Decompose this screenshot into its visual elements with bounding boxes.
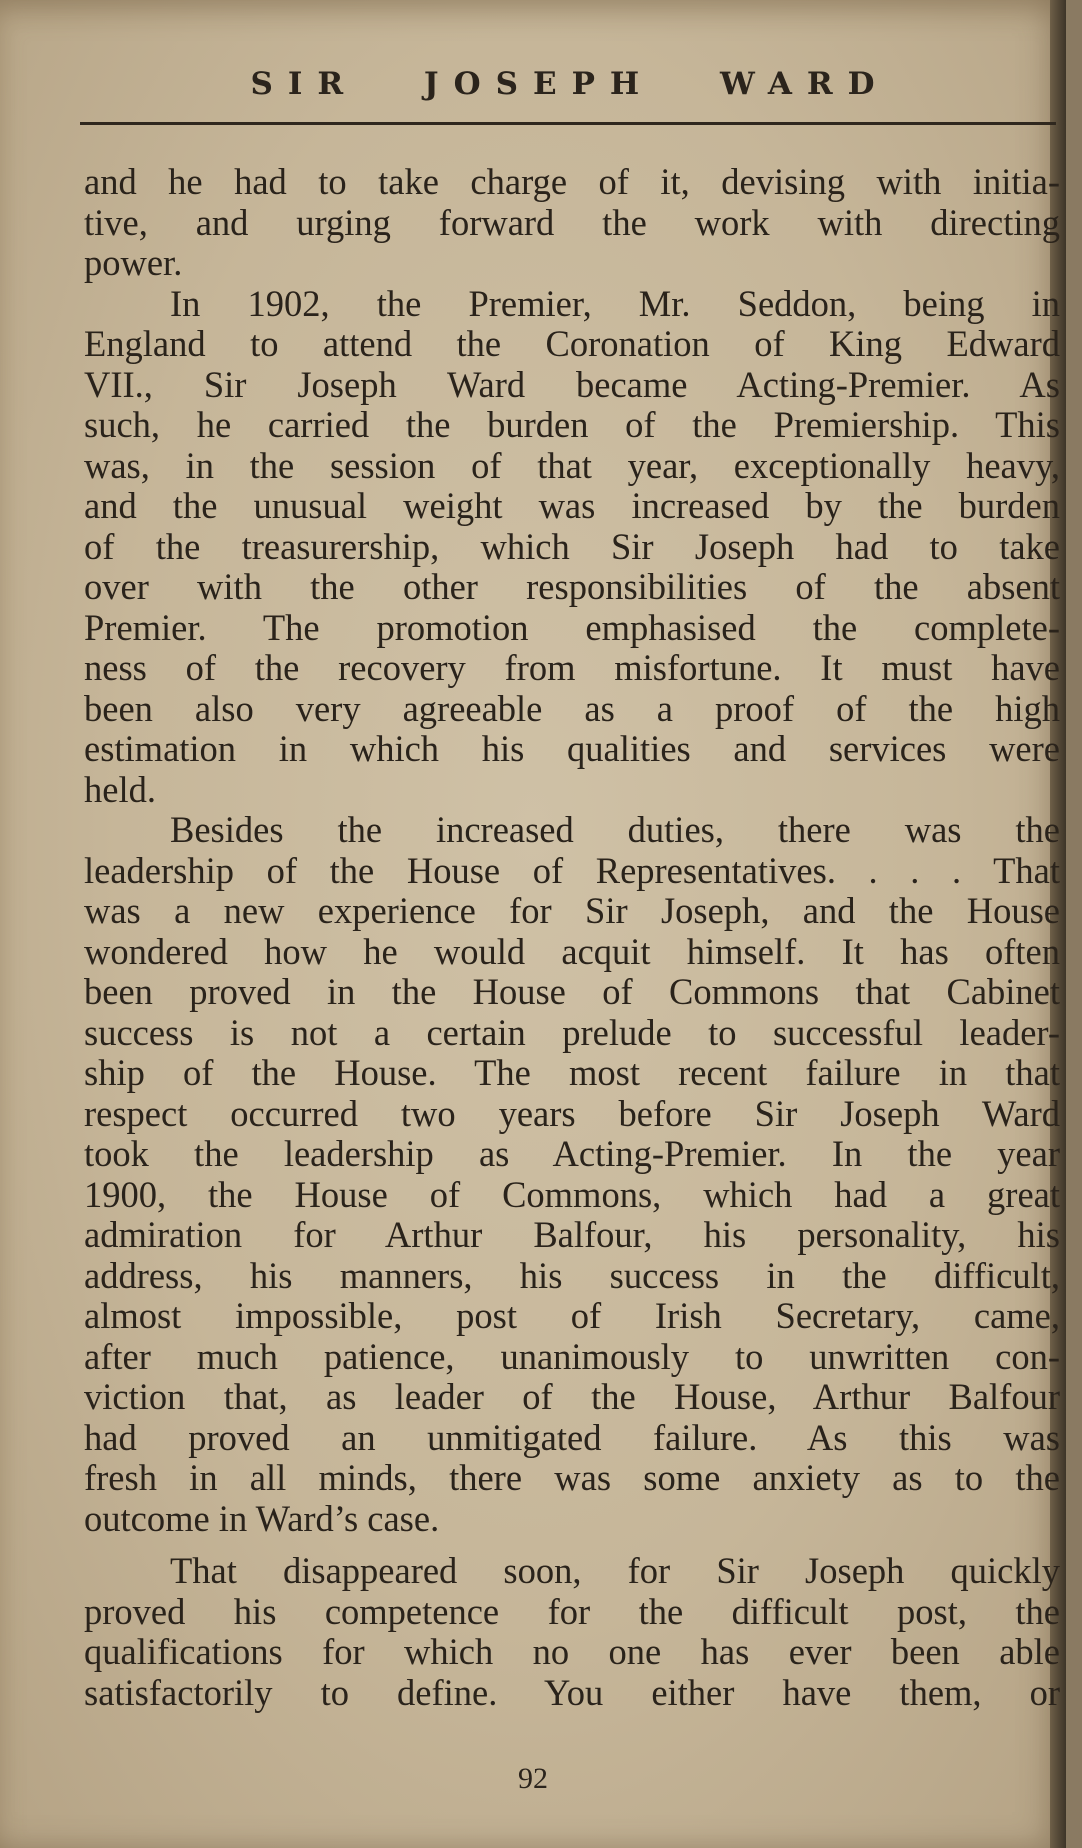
paragraph-2 xyxy=(84,284,1060,811)
page-number: 92 xyxy=(518,1762,548,1795)
text-line: England to attend the Coronation of King Edward xyxy=(84,323,1060,364)
text-line: 1900, the House of Commons, which had a great xyxy=(84,1173,1060,1215)
text-line: satisfactorily to define. You either have them, or xyxy=(84,1671,1060,1713)
text-line: success is not a certain prelude to successful leader- xyxy=(84,1011,1060,1053)
text-line: respect occurred two years before Sir Joseph Ward xyxy=(84,1092,1060,1134)
text-line: admiration for Arthur Balfour, his personality, his xyxy=(84,1214,1060,1255)
text-line: took the leadership as Acting-Premier. In the year xyxy=(84,1133,1060,1174)
text-line: wondered how he would acquit himself. It has often xyxy=(84,930,1060,972)
text-line: of the treasurership, which Sir Joseph had to take xyxy=(84,525,1060,567)
paragraph-1 xyxy=(84,162,1060,284)
text-line: almost impossible, post of Irish Secretary, came, xyxy=(84,1295,1060,1336)
text-line: after much patience, unanimously to unwritten con- xyxy=(84,1335,1060,1377)
text-line: In 1902, the Premier, Mr. Seddon, being in xyxy=(170,282,1060,324)
text-line: held. xyxy=(84,768,156,810)
text-line: proved his competence for the difficult post, the xyxy=(84,1590,1060,1632)
text-line: outcome in Ward’s case. xyxy=(84,1497,440,1539)
text-line: ship of the House. The most recent failure in that xyxy=(84,1052,1060,1093)
text-line: qualifications for which no one has ever been able xyxy=(84,1631,1060,1672)
text-line: tive, and urging forward the work with directing xyxy=(84,201,1060,243)
text-line: been proved in the House of Commons that Cabinet xyxy=(84,971,1060,1012)
text-line: was, in the session of that year, exceptionally heavy, xyxy=(84,444,1060,486)
text-line: had proved an unmitigated failure. As this was xyxy=(84,1416,1060,1458)
header-rule xyxy=(80,122,1056,125)
text-line: estimation in which his qualities and services were xyxy=(84,728,1060,769)
text-line: was a new experience for Sir Joseph, and the House xyxy=(84,890,1060,931)
text-line: over with the other responsibilities of the absent xyxy=(84,566,1060,607)
text-line: ness of the recovery from misfortune. It must have xyxy=(84,647,1060,688)
text-line: Premier. The promotion emphasised the complete- xyxy=(84,606,1060,648)
text-line: and he had to take charge of it, devising with initia- xyxy=(84,161,1060,202)
text-line: leadership of the House of Representatives. . . . That xyxy=(84,849,1060,891)
running-head: SIR JOSEPH WARD xyxy=(250,66,890,102)
text-line: such, he carried the burden of the Premiership. This xyxy=(84,404,1060,445)
text-line: been also very agreeable as a proof of the high xyxy=(84,687,1060,729)
text-line: and the unusual weight was increased by the burden xyxy=(84,485,1060,526)
text-line: That disappeared soon, for Sir Joseph quickly xyxy=(170,1550,1060,1591)
paragraph-3 xyxy=(84,810,1060,1539)
body-text xyxy=(84,162,1060,1713)
text-line: VII., Sir Joseph Ward became Acting-Premier. As xyxy=(84,363,1060,405)
text-line: Besides the increased duties, there was the xyxy=(170,809,1060,850)
text-line: power. xyxy=(84,242,183,283)
text-line: viction that, as leader of the House, Arthur Balfour xyxy=(84,1376,1060,1417)
text-line: fresh in all minds, there was some anxiety as to the xyxy=(84,1457,1060,1498)
text-line: address, his manners, his success in the difficult, xyxy=(84,1254,1060,1296)
paragraph-4 xyxy=(84,1551,1060,1713)
